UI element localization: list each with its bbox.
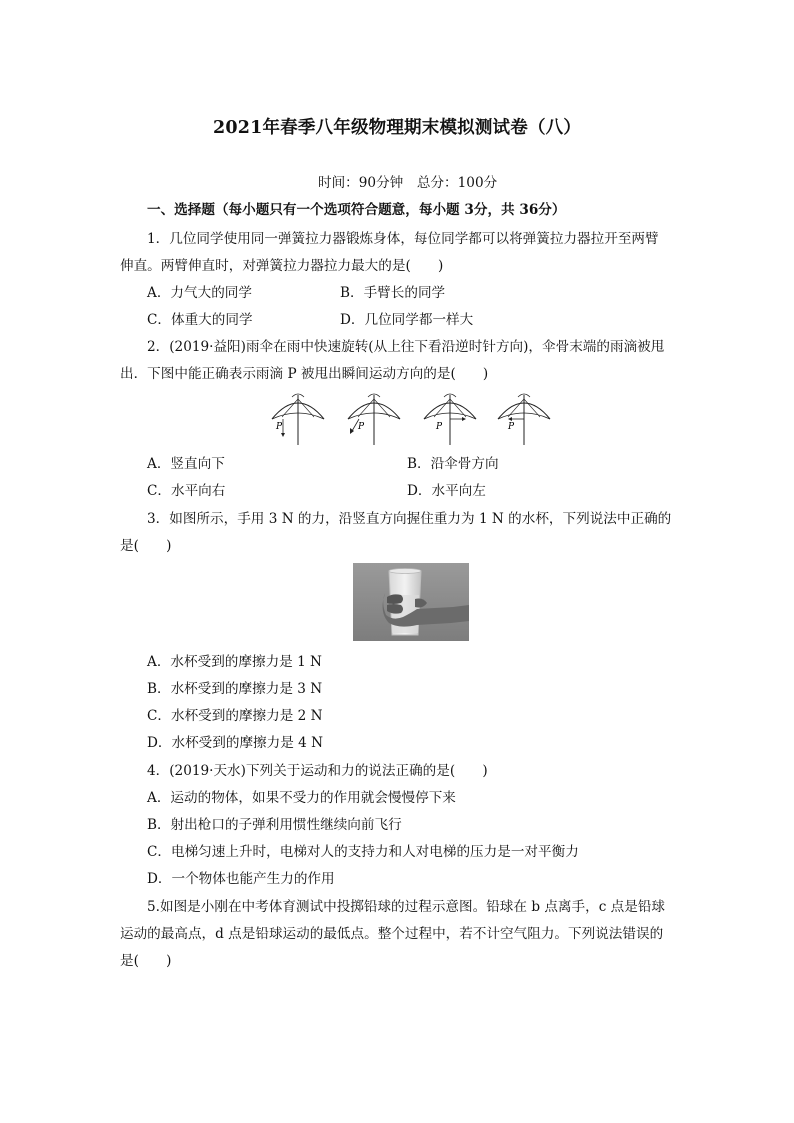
q4-option-d: D．一个物体也能产生力的作用 (147, 871, 335, 887)
q4-option-b: B．射出枪口的子弹利用惯性继续向前飞行 (147, 817, 402, 833)
q4-line1: 4．(2019·天水)下列关于运动和力的说法正确的是( ) (147, 763, 488, 779)
q1-line2: 伸直。两臂伸直时，对弹簧拉力器拉力最大的是( ) (120, 258, 444, 274)
q2-option-d: D．水平向左 (407, 483, 486, 499)
q3-line1: 3．如图所示，手用 3 N 的力，沿竖直方向握住重力为 1 N 的水杯，下列说法中正确的 (147, 511, 672, 527)
q1-option-d: D．几位同学都一样大 (340, 312, 474, 328)
q2-option-b: B．沿伞骨方向 (407, 456, 499, 472)
umbrella-figure (268, 391, 553, 449)
section-heading: 一、选择题（每小题只有一个选项符合题意，每小题 3分，共 36分） (147, 202, 566, 218)
q4-option-a: A．运动的物体，如果不受力的作用就会慢慢停下来 (147, 790, 456, 806)
q5-line2: 运动的最高点，d 点是铅球运动的最低点。整个过程中，若不计空气阻力。下列说法错误的 (120, 926, 664, 942)
q1-option-a: A．力气大的同学 (147, 285, 252, 301)
q5-line3: 是( ) (120, 953, 172, 969)
hand-holding-cup-photo (353, 563, 469, 641)
q2-option-a: A．竖直向下 (147, 456, 225, 472)
umbrella-label-p: P (436, 422, 443, 432)
umbrella-label-p: P (508, 422, 515, 432)
umbrella-label-p: P (358, 422, 365, 432)
umbrella-diagram-4 (498, 394, 550, 445)
q2-line1: 2．(2019·益阳)雨伞在雨中快速旋转(从上往下看沿逆时针方向)，伞骨末端的雨滴被甩 (147, 339, 665, 355)
q2-option-c: C．水平向右 (147, 483, 226, 499)
q3-option-c: C．水杯受到的摩擦力是 2 N (147, 708, 323, 724)
page-title: 2021年春季八年级物理期末模拟测试卷（八） (212, 118, 582, 138)
umbrella-diagram-2 (348, 394, 400, 445)
umbrella-diagram-3 (424, 394, 476, 445)
q3-option-d: D．水杯受到的摩擦力是 4 N (147, 735, 324, 751)
q3-line2: 是( ) (120, 538, 172, 554)
q1-line1: 1．几位同学使用同一弹簧拉力器锻炼身体，每位同学都可以将弹簧拉力器拉开至两臂 (147, 231, 659, 247)
q3-option-a: A．水杯受到的摩擦力是 1 N (147, 654, 322, 670)
q1-option-b: B．手臂长的同学 (340, 285, 446, 301)
exam-meta: 时间：90分钟 总分：100分 (318, 175, 498, 191)
q2-line2: 出．下图中能正确表示雨滴 P 被甩出瞬间运动方向的是( ) (120, 366, 489, 382)
q1-option-c: C．体重大的同学 (147, 312, 253, 328)
q4-option-c: C．电梯匀速上升时，电梯对人的支持力和人对电梯的压力是一对平衡力 (147, 844, 579, 860)
q3-option-b: B．水杯受到的摩擦力是 3 N (147, 681, 323, 697)
umbrella-diagram-1 (272, 394, 324, 445)
umbrella-label-p: P (276, 422, 283, 432)
q5-line1: 5.如图是小刚在中考体育测试中投掷铅球的过程示意图。铅球在 b 点离手，c 点是铅球 (147, 899, 666, 915)
